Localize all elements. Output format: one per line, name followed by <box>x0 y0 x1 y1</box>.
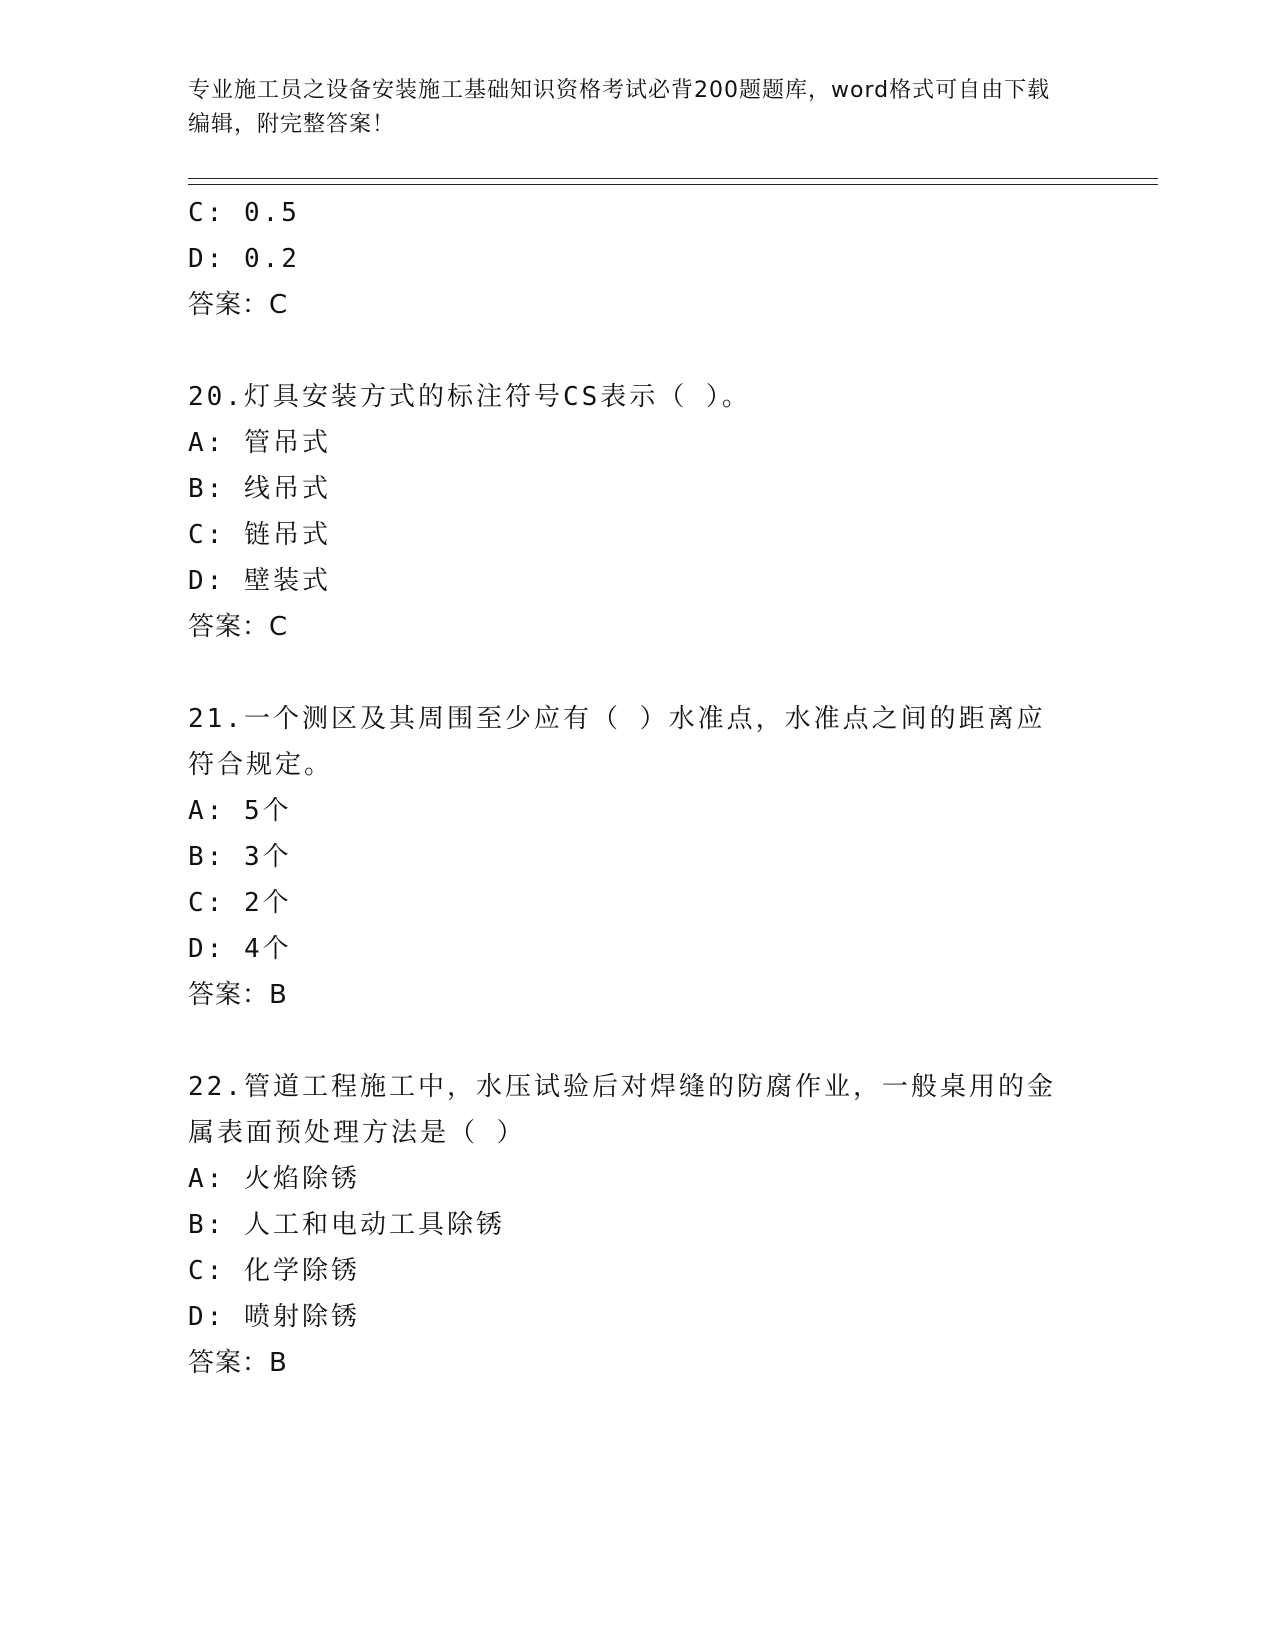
spacer <box>188 328 1088 374</box>
question-stem: 22.管道工程施工中，水压试验后对焊缝的防腐作业，一般桌用的金属表面预处理方法是（ ） <box>188 1072 1056 1148</box>
option-b: B: 线吊式 <box>188 474 331 504</box>
question-stem: 20.灯具安装方式的标注符号CS表示（ ）。 <box>188 382 751 412</box>
question-22 <box>188 1064 1088 1386</box>
option-c: C: 0.5 <box>188 198 300 228</box>
question-20 <box>188 374 1088 650</box>
option-c: C: 2个 <box>188 888 292 918</box>
option-a: A: 管吊式 <box>188 428 331 458</box>
answer-line: 答案：C <box>188 290 289 320</box>
answer-line: 答案：B <box>188 980 288 1010</box>
page-header <box>188 74 1068 142</box>
spacer <box>188 650 1088 696</box>
option-c: C: 链吊式 <box>188 520 331 550</box>
spacer <box>188 1018 1088 1064</box>
answer-line: 答案：C <box>188 612 289 642</box>
option-b: B: 人工和电动工具除锈 <box>188 1210 505 1240</box>
question-21 <box>188 696 1088 1018</box>
option-c: C: 化学除锈 <box>188 1256 360 1286</box>
option-d: D: 0.2 <box>188 244 300 274</box>
header-divider-bottom <box>188 184 1158 185</box>
question-19-tail <box>188 190 1088 328</box>
question-stem: 21.一个测区及其周围至少应有（ ）水准点，水准点之间的距离应符合规定。 <box>188 704 1046 780</box>
option-b: B: 3个 <box>188 842 292 872</box>
option-a: A: 火焰除锈 <box>188 1164 360 1194</box>
option-d: D: 壁装式 <box>188 566 331 596</box>
option-a: A: 5个 <box>188 796 292 826</box>
answer-line: 答案：B <box>188 1348 288 1378</box>
option-d: D: 喷射除锈 <box>188 1302 360 1332</box>
header-divider-top <box>188 178 1158 179</box>
option-d: D: 4个 <box>188 934 292 964</box>
header-title: 专业施工员之设备安装施工基础知识资格考试必背200题题库，word格式可自由下载编辑，附完整答案！ <box>188 78 1051 137</box>
question-list <box>188 190 1088 1386</box>
